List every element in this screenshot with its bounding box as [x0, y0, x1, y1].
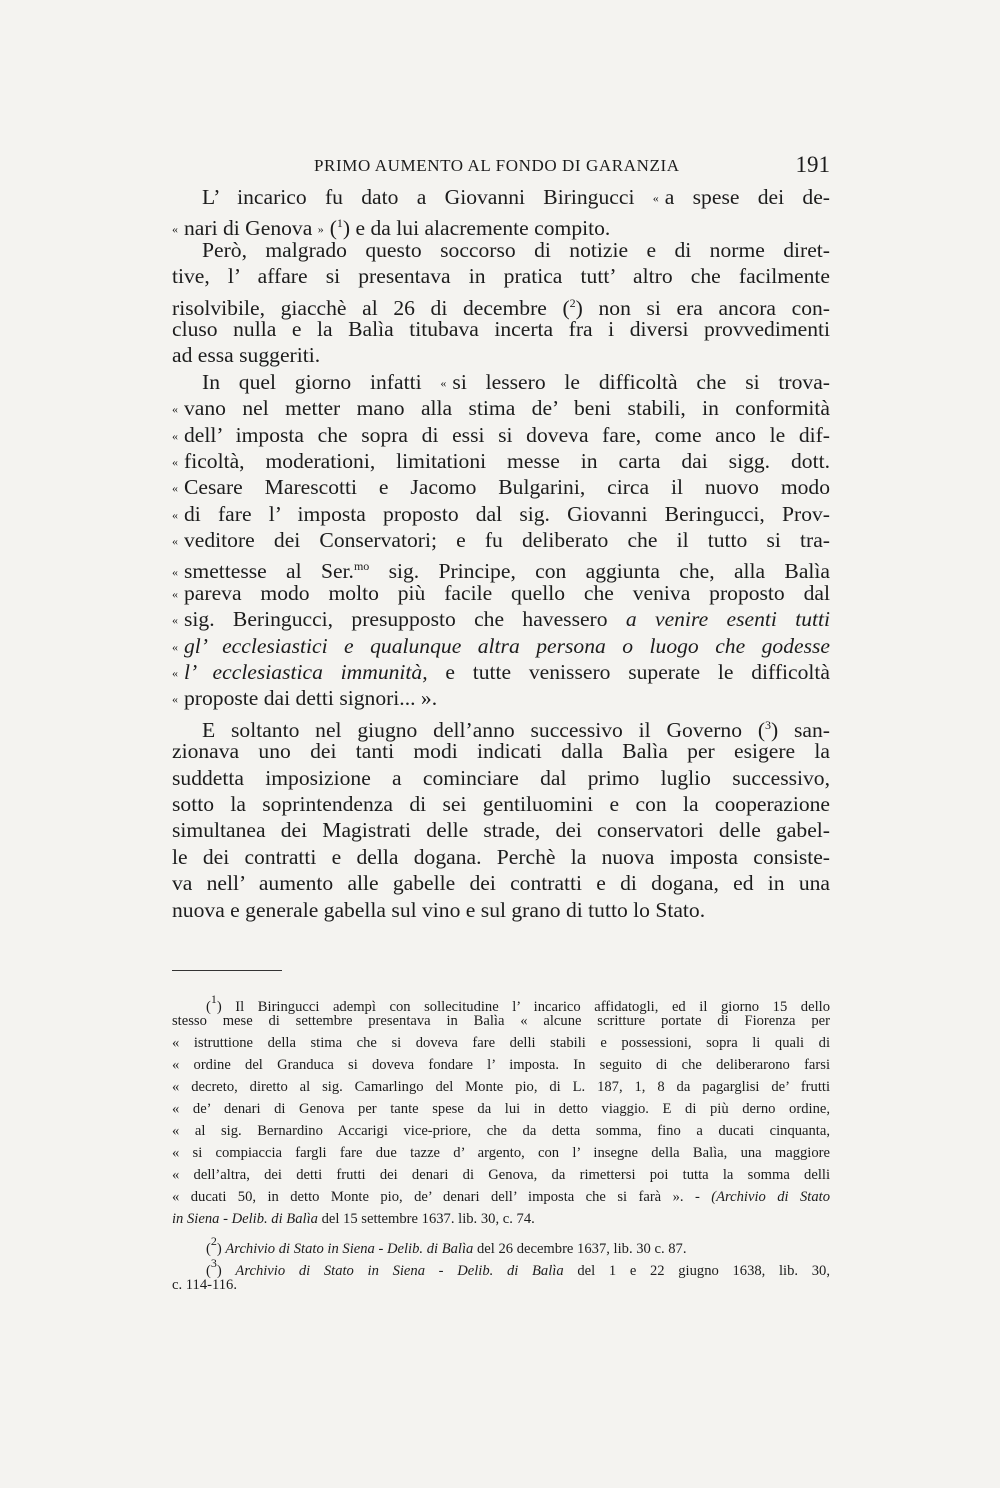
text-run: si lessero le difficoltà che si trova- [452, 369, 830, 394]
italic-text: a venire esenti tutti [625, 607, 830, 632]
text-line [172, 633, 830, 659]
text-line [172, 685, 830, 711]
guillemet: « [652, 191, 659, 205]
guillemet: « [172, 428, 178, 443]
text-run: Però, malgrado questo soccorso di notizie e di norme diret- [202, 237, 830, 262]
text-line [172, 290, 830, 320]
text-run: ) san- [771, 717, 830, 742]
text-line [172, 184, 830, 210]
text-line [172, 1098, 830, 1120]
text-run: smettesse al Ser. [184, 559, 354, 584]
text-run: « istruttione della stima che si doveva fare delli stabili e possessioni, sopra li quali di [172, 1035, 830, 1051]
text-run: ) e da lui alacremente compito. [342, 216, 611, 241]
italic-text: (Archivio di Stato [711, 1189, 830, 1205]
text-line [172, 712, 830, 742]
text-line [172, 474, 830, 500]
text-run: ( [206, 1263, 211, 1279]
text-run: ) non si era ancora con- [575, 295, 830, 320]
body-text [172, 184, 830, 923]
guillemet: « [172, 481, 178, 496]
guillemet: « [172, 666, 178, 681]
text-line [172, 1164, 830, 1186]
guillemet: « [172, 454, 178, 469]
text-line [172, 553, 830, 584]
text-run: ) [216, 1241, 226, 1257]
text-line [172, 791, 830, 817]
text-run: a spese dei de- [664, 185, 830, 209]
text-run: pareva modo molto più facile quello che veniva proposto dal [184, 580, 830, 605]
text-line [172, 988, 830, 1015]
text-run: tive, l’ affare si presentava in pratica tutt’ altro che facilmente [172, 264, 830, 289]
text-line [172, 1032, 830, 1054]
text-line [172, 527, 830, 553]
text-run: E soltanto nel giugno dell’anno successivo il Governo ( [202, 717, 766, 742]
text-line [172, 844, 830, 870]
text-run: nuova e generale gabella sul vino e sul grano di tutto lo Stato. [172, 897, 706, 922]
guillemet: « [172, 586, 178, 601]
footnote-rule [172, 970, 282, 971]
footnote [172, 988, 830, 1230]
text-line [172, 1010, 830, 1032]
footnote-marker: 3 [210, 1256, 217, 1270]
text-line [172, 1054, 830, 1076]
text-line [172, 1076, 830, 1098]
italic-text: Archivio di Stato in Siena - Delib. di Balìa [225, 1241, 474, 1257]
text-run: stesso mese di settembre presentava in Balìa « alcune scritture portate di Fiorenza per [172, 1013, 830, 1029]
text-run: zionava uno dei tanti modi indicati dalla Balìa per esigere la [172, 739, 830, 764]
running-title: PRIMO AUMENTO AL FONDO DI GARANZIA [314, 156, 680, 175]
text-run: del 1 e 22 giugno 1638, lib. 30, [563, 1263, 830, 1279]
text-line [172, 659, 830, 685]
text-run: e tutte venissero superate le difficoltà [427, 660, 831, 685]
footnote-marker: mo [353, 559, 370, 574]
text-line [172, 395, 830, 421]
guillemet: « [172, 534, 178, 549]
text-run: sig. Principe, con aggiunta che, alla Balìa [369, 559, 830, 584]
text-run: risolvibile, giacchè al 26 di decembre ( [172, 295, 570, 320]
paragraph [172, 184, 830, 241]
text-run: di fare l’ imposta proposto dal sig. Giovanni Beringucci, Prov- [184, 501, 830, 526]
text-run: « al sig. Bernardino Accarigi vice-priore, che da detta somma, fino a ducati cinquanta, [172, 1123, 830, 1139]
guillemet: « [172, 222, 178, 237]
text-line [172, 738, 830, 764]
italic-text: l’ ecclesiastica immunità, [184, 660, 428, 685]
page-header [172, 152, 830, 180]
footnote-marker: 1 [210, 992, 217, 1006]
text-run: vano nel metter mano alla stima de’ beni stabili, in conformità [184, 396, 830, 421]
guillemet: » [317, 222, 324, 237]
text-line [172, 870, 830, 896]
text-line [172, 1120, 830, 1142]
italic-text: gl’ ecclesiastici e qualunque altra persona o luogo che godesse [184, 633, 830, 658]
text-run: simultanea dei Magistrati delle strade, dei conservatori delle gabel- [172, 818, 830, 843]
text-run: « dell’altra, dei detti frutti dei denari di Genova, da rimettersi poi tutta la somma delli [172, 1167, 830, 1183]
text-run: Cesare Marescotti e Jacomo Bulgarini, circa il nuovo modo [184, 475, 830, 500]
guillemet: « [440, 375, 447, 390]
text-line [172, 1230, 830, 1257]
page-number: 191 [795, 152, 830, 177]
footnotes [172, 988, 830, 1296]
text-line [172, 1208, 830, 1230]
text-line [172, 237, 830, 263]
footnote [172, 1252, 830, 1296]
text-run: del 26 decembre 1637, lib. 30 c. 87. [473, 1241, 687, 1257]
text-run: ( [329, 216, 337, 241]
guillemet: « [172, 507, 178, 522]
text-run: del 15 settembre 1637. lib. 30, c. 74. [317, 1211, 535, 1227]
text-run: sotto la soprintendenza di sei gentiluomini e con la cooperazione [172, 791, 830, 816]
guillemet: « [172, 613, 178, 628]
text-run: « si compiaccia fargli fare due tazze d’ argento, con l’ insegne della Balìa, una maggiore [172, 1145, 830, 1161]
text-line [172, 210, 830, 241]
text-run: « de’ denari di Genova per tante spese da lui in detto viaggio. E di più derno ordine, [172, 1101, 830, 1117]
text-line [172, 897, 830, 923]
text-line [172, 448, 830, 474]
italic-text: in Siena - Delib. di Balìa [172, 1211, 318, 1227]
text-line [172, 369, 830, 395]
paragraph [172, 237, 830, 369]
text-line [172, 342, 830, 368]
text-line [172, 1186, 830, 1208]
text-run: dell’ imposta che sopra di essi si doveva fare, come anco le dif- [184, 422, 830, 447]
text-run: cluso nulla e la Balìa titubava incerta fra i diversi provvedimenti [172, 316, 830, 341]
text-run: proposte dai detti signori... ». [184, 686, 438, 711]
text-run: ) [216, 1263, 236, 1279]
text-line [172, 422, 830, 448]
italic-text: Archivio di Stato in Siena - Delib. di Balìa [235, 1263, 564, 1279]
text-run: va nell’ aumento alle gabelle dei contratti e di dogana, ed in una [172, 871, 830, 896]
text-line [172, 580, 830, 606]
text-run: ) Il Biringucci adempì con sollecitudine l’ incarico affidatogli, ed il giorno 15 dello [216, 999, 830, 1015]
footnote-marker: 2 [569, 295, 576, 310]
text-line [172, 606, 830, 632]
guillemet: « [172, 692, 178, 707]
text-run: nari di Genova [184, 216, 318, 241]
footnote [172, 1230, 830, 1257]
paragraph [172, 712, 830, 923]
text-line [172, 501, 830, 527]
text-line [172, 1142, 830, 1164]
guillemet: « [172, 565, 178, 580]
footnote-marker: 3 [765, 717, 772, 732]
text-line [172, 1252, 830, 1279]
text-run: « ordine del Granduca si doveva fondare l’ imposta. In seguito di che deliberarono farsi [172, 1057, 830, 1073]
text-run: le dei contratti e della dogana. Perchè la nuova imposta consiste- [172, 844, 830, 869]
text-line [172, 316, 830, 342]
text-run: L’ incarico fu dato a Giovanni Biringucci [202, 185, 653, 209]
text-run: c. 114-116. [172, 1277, 237, 1293]
text-line [172, 263, 830, 289]
text-run: ficoltà, moderationi, limitationi messe in carta dai sigg. dott. [184, 448, 830, 473]
guillemet: « [172, 639, 178, 654]
footnote-marker: 1 [336, 216, 343, 231]
text-run: veditore dei Conservatori; e fu deliberato che il tutto si tra- [184, 528, 830, 553]
footnote-marker: 2 [210, 1234, 217, 1248]
text-run: In quel giorno infatti [202, 369, 441, 394]
text-run: suddetta imposizione a cominciare dal primo luglio successivo, [172, 765, 830, 790]
guillemet: « [172, 402, 178, 417]
text-run: ad essa suggeriti. [172, 343, 321, 368]
text-line [172, 817, 830, 843]
text-run: « decreto, diretto al sig. Camarlingo del Monte pio, di L. 187, 1, 8 da pagarglisi de’ frutti [172, 1079, 830, 1095]
text-run: sig. Beringucci, presupposto che havessero [184, 607, 626, 632]
text-line [172, 765, 830, 791]
text-run: ( [206, 1241, 211, 1257]
text-run: ( [206, 999, 211, 1015]
text-run: « ducati 50, in detto Monte pio, de’ denari dell’ imposta che si farà ». - [172, 1189, 712, 1205]
paragraph [172, 369, 830, 712]
